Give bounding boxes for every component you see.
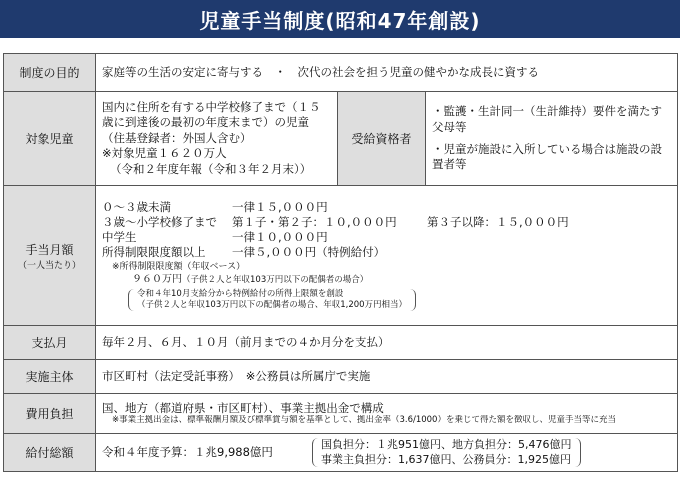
amount-note1: ※所得制限限度額（年収ベース） (112, 261, 246, 272)
total-budget: 令和４年度予算：１兆9,988億円 (102, 444, 273, 459)
purpose-header: 制度の目的 (4, 54, 96, 92)
amount-r2-value2: 第３子以降：１５,０００円 (427, 214, 569, 229)
amount-note3: 令和４年10月支給分から特例給付の所得上限額を創設 (137, 289, 344, 300)
cost-note: ※事業主拠出金は、標準報酬月額及び標準賞与額を基準として、拠出金率（3.6/1000）を乗じて得た額を徴収し、児童手当等に充当 (112, 415, 616, 426)
eligible-item-2: ・児童が施設に入所している場合は施設の設置者等 (432, 141, 662, 172)
amount-header-cell (4, 186, 96, 326)
payment-text: 毎年２月、６月、１０月（前月までの４か月分を支払） (96, 326, 678, 360)
eligible-cell (426, 92, 678, 186)
amount-r4-label: 所得制限限度額以上 (102, 244, 206, 259)
amount-note4: （子供２人と年収103万円以下の配偶者の場合、年収1,200万円相当） (137, 300, 408, 311)
amount-r2-label: ３歳～小学校修了まで (102, 214, 217, 229)
table-row-amount (4, 186, 678, 326)
table-row-payment (4, 326, 678, 360)
table-row-implementer (4, 360, 678, 394)
cost-text: 国、地方（都道府県・市区町村）、事業主拠出金で構成 (102, 401, 384, 415)
payment-header: 支払月 (4, 326, 96, 360)
amount-r1-label: ０～３歳未満 (102, 199, 171, 214)
eligible-item-1: ・監護・生計同一（生計維持）要件を満たす父母等 (432, 104, 662, 134)
target-header: 対象児童 (4, 92, 96, 186)
amount-r2-value: 第１子・第２子：１０,０００円 (232, 214, 397, 229)
amount-special-note (128, 289, 416, 311)
amount-r3-label: 中学生 (102, 229, 137, 244)
table-row-target (4, 92, 678, 186)
amount-header-sub: （一人当たり） (17, 260, 81, 271)
amount-cell (96, 186, 678, 326)
target-line3: （令和２年度年報（令和３年２月末）） (110, 161, 312, 176)
total-cell (96, 434, 678, 472)
total-header: 給付総額 (4, 434, 96, 472)
total-breakdown (312, 438, 581, 467)
amount-note2: ９６０万円 (132, 274, 182, 286)
amount-r4-value: 一律５,０００円（特例給付） (232, 244, 386, 259)
cost-cell (96, 394, 678, 434)
eligible-header: 受給資格者 (338, 92, 426, 186)
purpose-text: 家庭等の生活の安定に寄与する ・ 次代の社会を担う児童の健やかな成長に資する (96, 54, 678, 92)
cost-header: 費用負担 (4, 394, 96, 434)
policy-table (3, 53, 678, 472)
amount-r1-value: 一律１５,０００円 (232, 199, 328, 214)
target-line2: ※対象児童１６２０万人 (102, 146, 227, 161)
implementer-header: 実施主体 (4, 360, 96, 394)
target-line1: 国内に住所を有する中学校修了まで（１５歳に到達後の最初の年度末まで）の児童（住基登録者：外国人含む） (102, 99, 321, 145)
target-cell (96, 92, 338, 186)
total-detail2: 事業主負担分：1,637億円、公務員分：1,925億円 (321, 452, 571, 466)
total-detail1: 国負担分：１兆951億円、地方負担分：5,476億円 (321, 438, 572, 452)
table-row-cost (4, 394, 678, 434)
page-title: 児童手当制度(昭和47年創設) (0, 0, 680, 38)
table-row-purpose (4, 54, 678, 92)
amount-header: 手当月額 (25, 242, 74, 257)
amount-r3-value: 一律１０,０００円 (232, 229, 328, 244)
amount-note2-sub: （子供２人と年収103万円以下の配偶者の場合） (182, 275, 369, 286)
table-row-total (4, 434, 678, 472)
implementer-text: 市区町村（法定受託事務） ※公務員は所属庁で実施 (96, 360, 678, 394)
